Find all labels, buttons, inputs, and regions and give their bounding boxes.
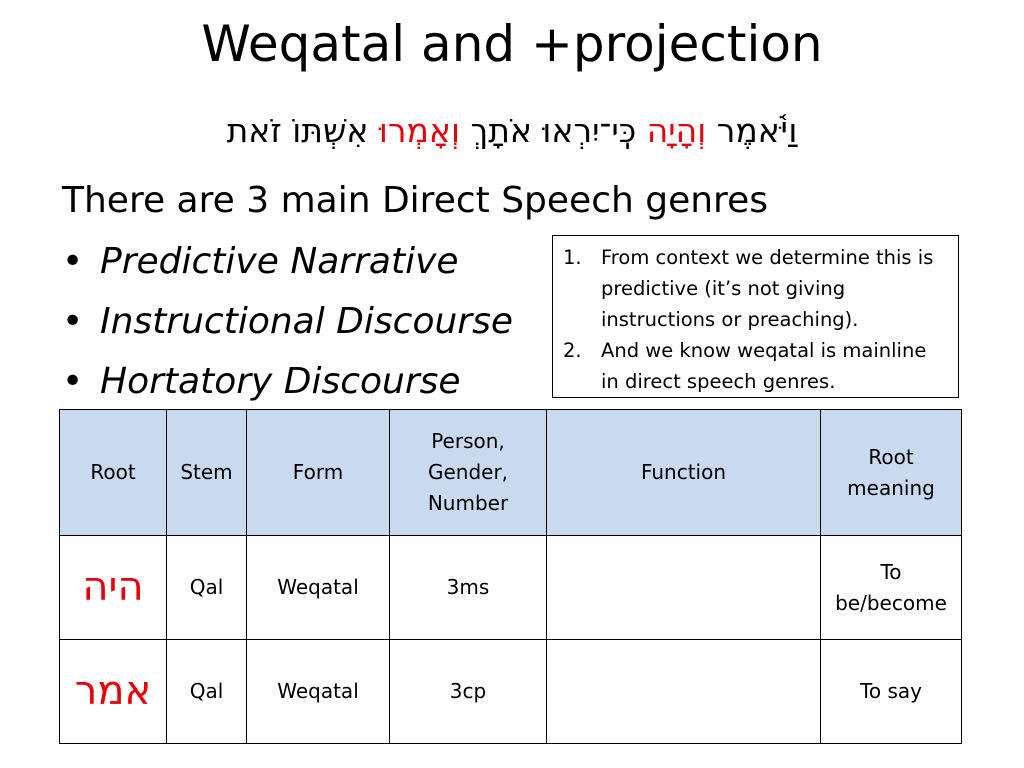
verse-highlight-word: וְאָמְרוּ [378,111,460,150]
column-header-pgn: Person, Gender, Number [390,410,547,536]
table-row [60,536,962,640]
cell-form: Weqatal [247,640,390,744]
cell-pgn: 3ms [390,536,547,640]
list-item [62,292,513,352]
parsing-table [59,409,962,744]
column-header-form: Form [247,410,390,536]
table-header-row [60,410,962,536]
table-row [60,640,962,744]
genre-label: Predictive Narrative [100,241,459,282]
column-header-root-meaning: Root meaning [821,410,962,536]
note-item [563,242,948,335]
bullet-icon: • [62,241,84,282]
cell-root-meaning: To be/become [821,536,962,640]
cell-stem: Qal [167,536,247,640]
slide-title: Weqatal and +projection [201,15,823,73]
hebrew-verse [60,106,964,156]
cell-function [547,536,821,640]
cell-root-meaning: To say [821,640,962,744]
column-header-function: Function [547,410,821,536]
genre-label: Instructional Discourse [100,301,513,342]
list-item [62,232,513,292]
intro-text: There are 3 main Direct Speech genres [62,180,768,221]
note-text: From context we determine this is predictive (it’s not giving instructions or preaching). [601,246,934,331]
cell-function [547,640,821,744]
verse-word: כִּֽי־יִרְאוּ אֹתָךְ [459,111,647,150]
notes-box [552,235,959,398]
note-item [563,335,948,397]
bullet-icon: • [62,301,84,342]
column-header-stem: Stem [167,410,247,536]
list-item [62,352,513,412]
verse-highlight-word: וְהָיָה [646,111,707,150]
note-text: And we know weqatal is mainline in direct speech genres. [601,339,927,393]
genre-list [62,232,513,412]
bullet-icon: • [62,361,84,402]
note-number: 1. [563,246,582,269]
cell-stem: Qal [167,640,247,744]
verse-word: אִשְׁתּוֹ זֹאת [226,111,379,150]
verse-word: וַיֹּ֫אמֶר [706,111,798,150]
cell-root: אמר [60,640,167,744]
genre-label: Hortatory Discourse [100,361,461,402]
cell-form: Weqatal [247,536,390,640]
note-number: 2. [563,339,582,362]
cell-root: היה [60,536,167,640]
cell-pgn: 3cp [390,640,547,744]
column-header-root: Root [60,410,167,536]
